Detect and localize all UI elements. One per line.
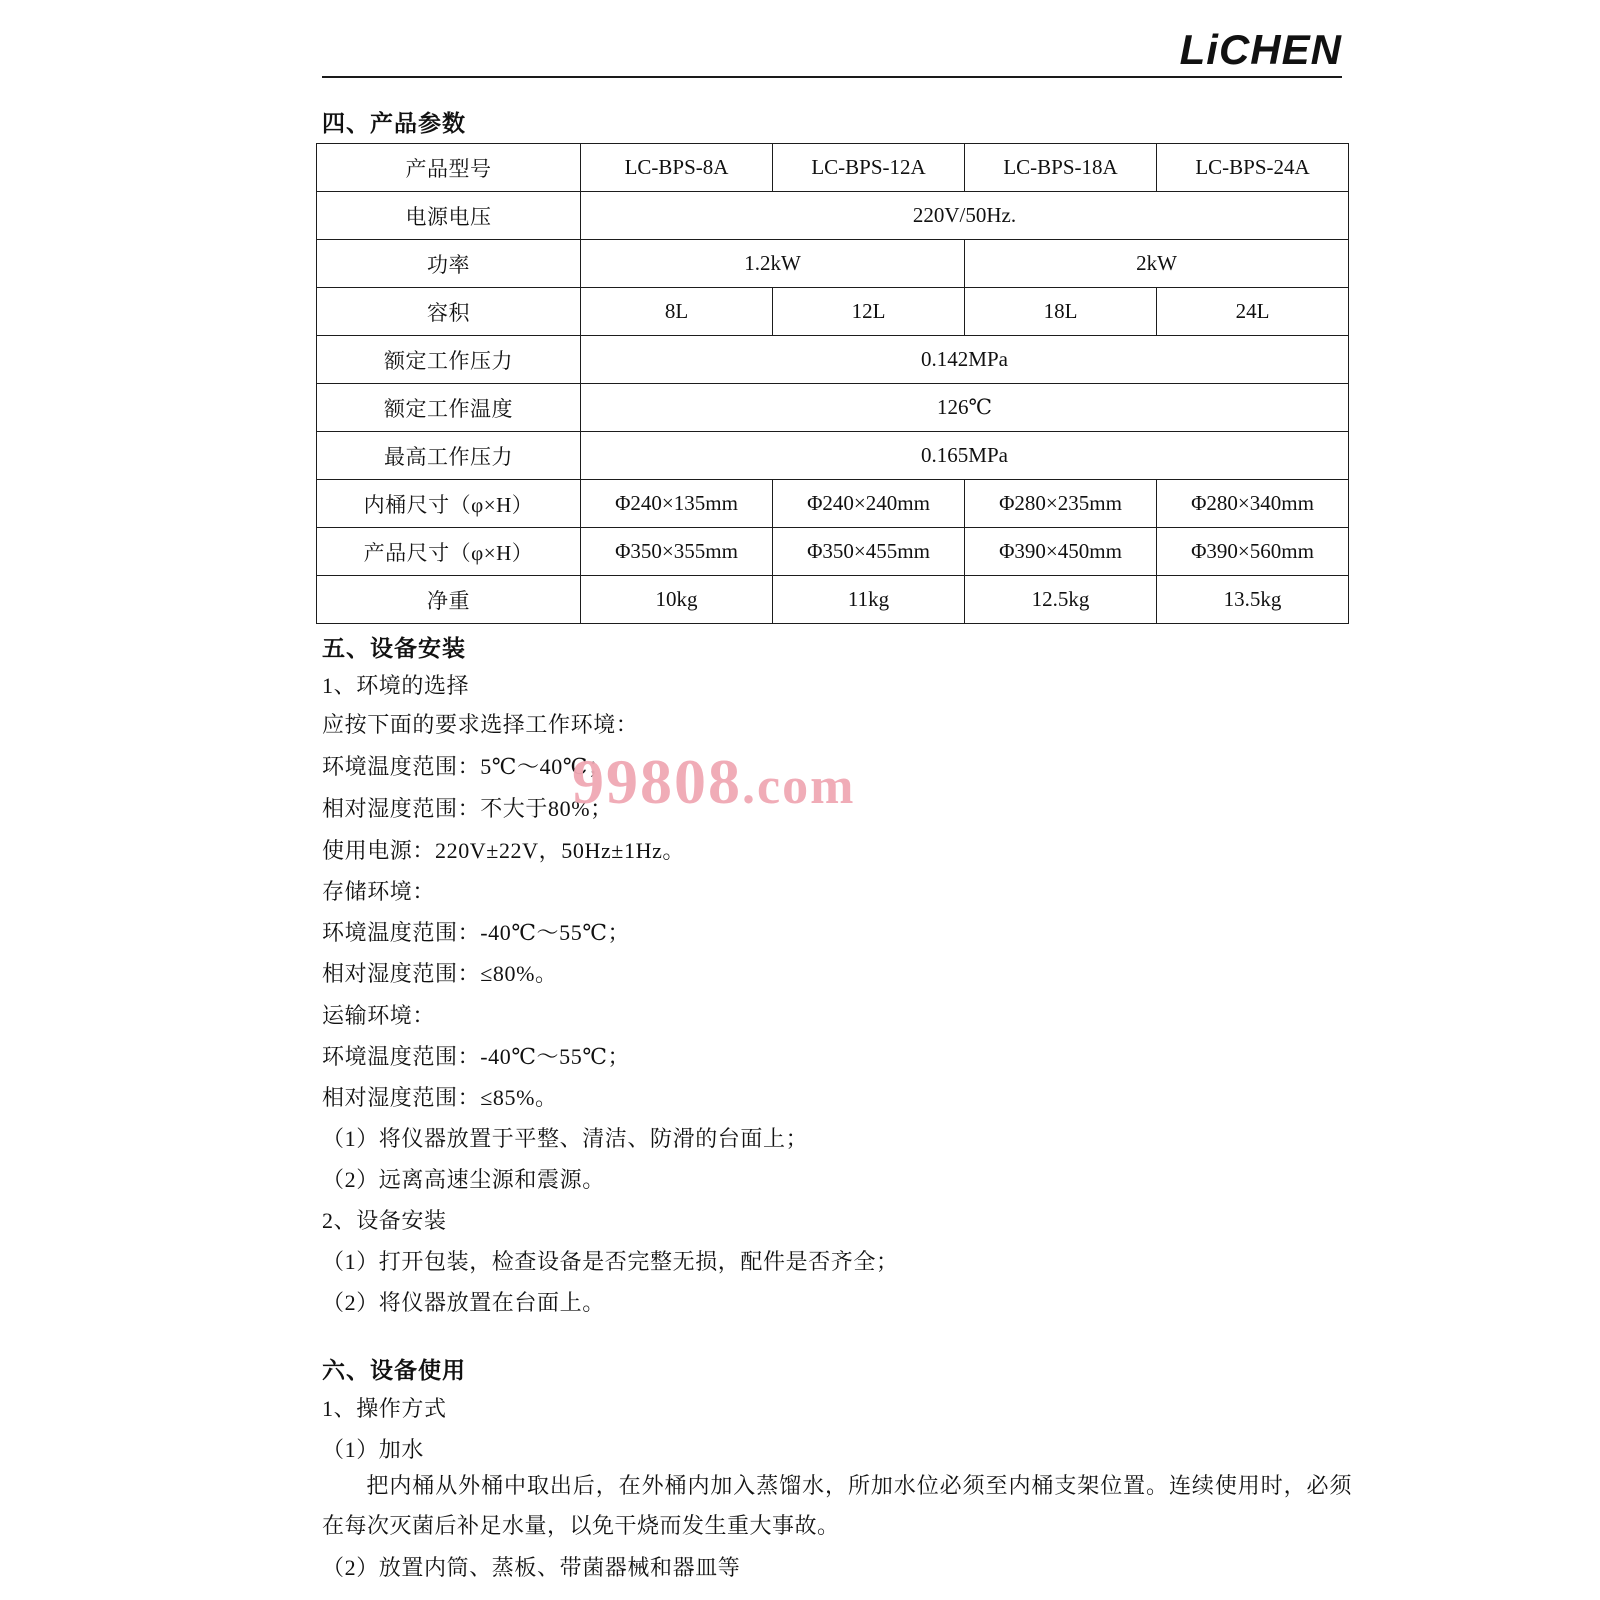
row-label: 电源电压 <box>317 192 581 240</box>
product-specs-table <box>316 143 1349 624</box>
table-row <box>317 240 1349 288</box>
table-row <box>317 144 1349 192</box>
install-line-5: 存储环境： <box>322 879 436 904</box>
table-cell: LC-BPS-12A <box>773 144 965 192</box>
row-label: 功率 <box>317 240 581 288</box>
table-cell: 18L <box>965 288 1157 336</box>
table-cell: Φ240×240mm <box>773 480 965 528</box>
table-cell: LC-BPS-8A <box>581 144 773 192</box>
install-line-13: （1）打开包装，检查设备是否完整无损，配件是否齐全； <box>322 1249 899 1274</box>
install-line-8: 运输环境： <box>322 1003 436 1028</box>
install-line-12: （2）远离高速尘源和震源。 <box>322 1167 605 1192</box>
usage-item-1: 1、操作方式 <box>322 1396 447 1421</box>
row-label: 内桶尺寸（φ×H） <box>317 480 581 528</box>
install-item-1: 1、环境的选择 <box>322 673 470 698</box>
table-cell: 10kg <box>581 576 773 624</box>
install-line-4: 使用电源：220V±22V，50Hz±1Hz。 <box>322 838 686 863</box>
table-cell: 8L <box>581 288 773 336</box>
row-label: 净重 <box>317 576 581 624</box>
row-label: 额定工作压力 <box>317 336 581 384</box>
watermark <box>572 745 855 819</box>
usage-line-1: （1）加水 <box>322 1437 425 1462</box>
table-row <box>317 288 1349 336</box>
header-divider <box>322 76 1342 78</box>
row-label: 容积 <box>317 288 581 336</box>
row-label: 额定工作温度 <box>317 384 581 432</box>
table-cell: 0.142MPa <box>581 336 1349 384</box>
install-line-2: 环境温度范围：5℃～40℃； <box>322 754 611 779</box>
table-cell: Φ390×450mm <box>965 528 1157 576</box>
table-cell: 12L <box>773 288 965 336</box>
table-cell: 1.2kW <box>581 240 965 288</box>
table-cell: Φ350×355mm <box>581 528 773 576</box>
table-cell: 11kg <box>773 576 965 624</box>
usage-paragraph-1 <box>322 1466 1352 1546</box>
row-label: 产品尺寸（φ×H） <box>317 528 581 576</box>
brand-text: LiCHEN <box>1179 26 1342 73</box>
install-line-3: 相对湿度范围：不大于80%； <box>322 796 613 821</box>
watermark-number: 99808 <box>572 746 742 817</box>
row-label: 产品型号 <box>317 144 581 192</box>
table-body <box>317 144 1349 624</box>
table-row <box>317 528 1349 576</box>
table-cell: 2kW <box>965 240 1349 288</box>
table-cell: Φ350×455mm <box>773 528 965 576</box>
table-cell: 0.165MPa <box>581 432 1349 480</box>
install-line-1: 应按下面的要求选择工作环境： <box>322 712 639 737</box>
table-cell: Φ240×135mm <box>581 480 773 528</box>
table-cell: LC-BPS-18A <box>965 144 1157 192</box>
table-cell: Φ280×235mm <box>965 480 1157 528</box>
table-cell: 126℃ <box>581 384 1349 432</box>
table-cell: Φ390×560mm <box>1157 528 1349 576</box>
table-row <box>317 480 1349 528</box>
table-row <box>317 432 1349 480</box>
table-cell: LC-BPS-24A <box>1157 144 1349 192</box>
table-row <box>317 576 1349 624</box>
install-line-7: 相对湿度范围：≤80%。 <box>322 961 558 986</box>
table-cell: 12.5kg <box>965 576 1157 624</box>
section-heading-usage: 六、设备使用 <box>322 1357 466 1383</box>
table-row <box>317 384 1349 432</box>
table-cell: Φ280×340mm <box>1157 480 1349 528</box>
watermark-suffix: .com <box>742 758 856 815</box>
install-line-6: 环境温度范围：-40℃～55℃； <box>322 920 631 945</box>
install-line-10: 相对湿度范围：≤85%。 <box>322 1085 558 1110</box>
page-header <box>322 28 1342 86</box>
table-cell: 13.5kg <box>1157 576 1349 624</box>
section-heading-specs: 四、产品参数 <box>322 110 466 136</box>
install-item-2: 2、设备安装 <box>322 1208 447 1233</box>
table-cell: 220V/50Hz. <box>581 192 1349 240</box>
section-heading-installation: 五、设备安装 <box>322 635 466 661</box>
table-cell: 24L <box>1157 288 1349 336</box>
row-label: 最高工作压力 <box>317 432 581 480</box>
brand-logo <box>1180 28 1342 72</box>
install-line-9: 环境温度范围：-40℃～55℃； <box>322 1044 631 1069</box>
install-line-11: （1）将仪器放置于平整、清洁、防滑的台面上； <box>322 1126 809 1151</box>
usage-line-2: （2）放置内筒、蒸板、带菌器械和器皿等 <box>322 1555 741 1580</box>
install-line-14: （2）将仪器放置在台面上。 <box>322 1290 605 1315</box>
paragraph-text: 把内桶从外桶中取出后，在外桶内加入蒸馏水，所加水位必须至内桶支架位置。连续使用时，必须在每次灭菌后补足水量，以免干烧而发生重大事故。 <box>322 1473 1352 1538</box>
table-row <box>317 336 1349 384</box>
table-row <box>317 192 1349 240</box>
